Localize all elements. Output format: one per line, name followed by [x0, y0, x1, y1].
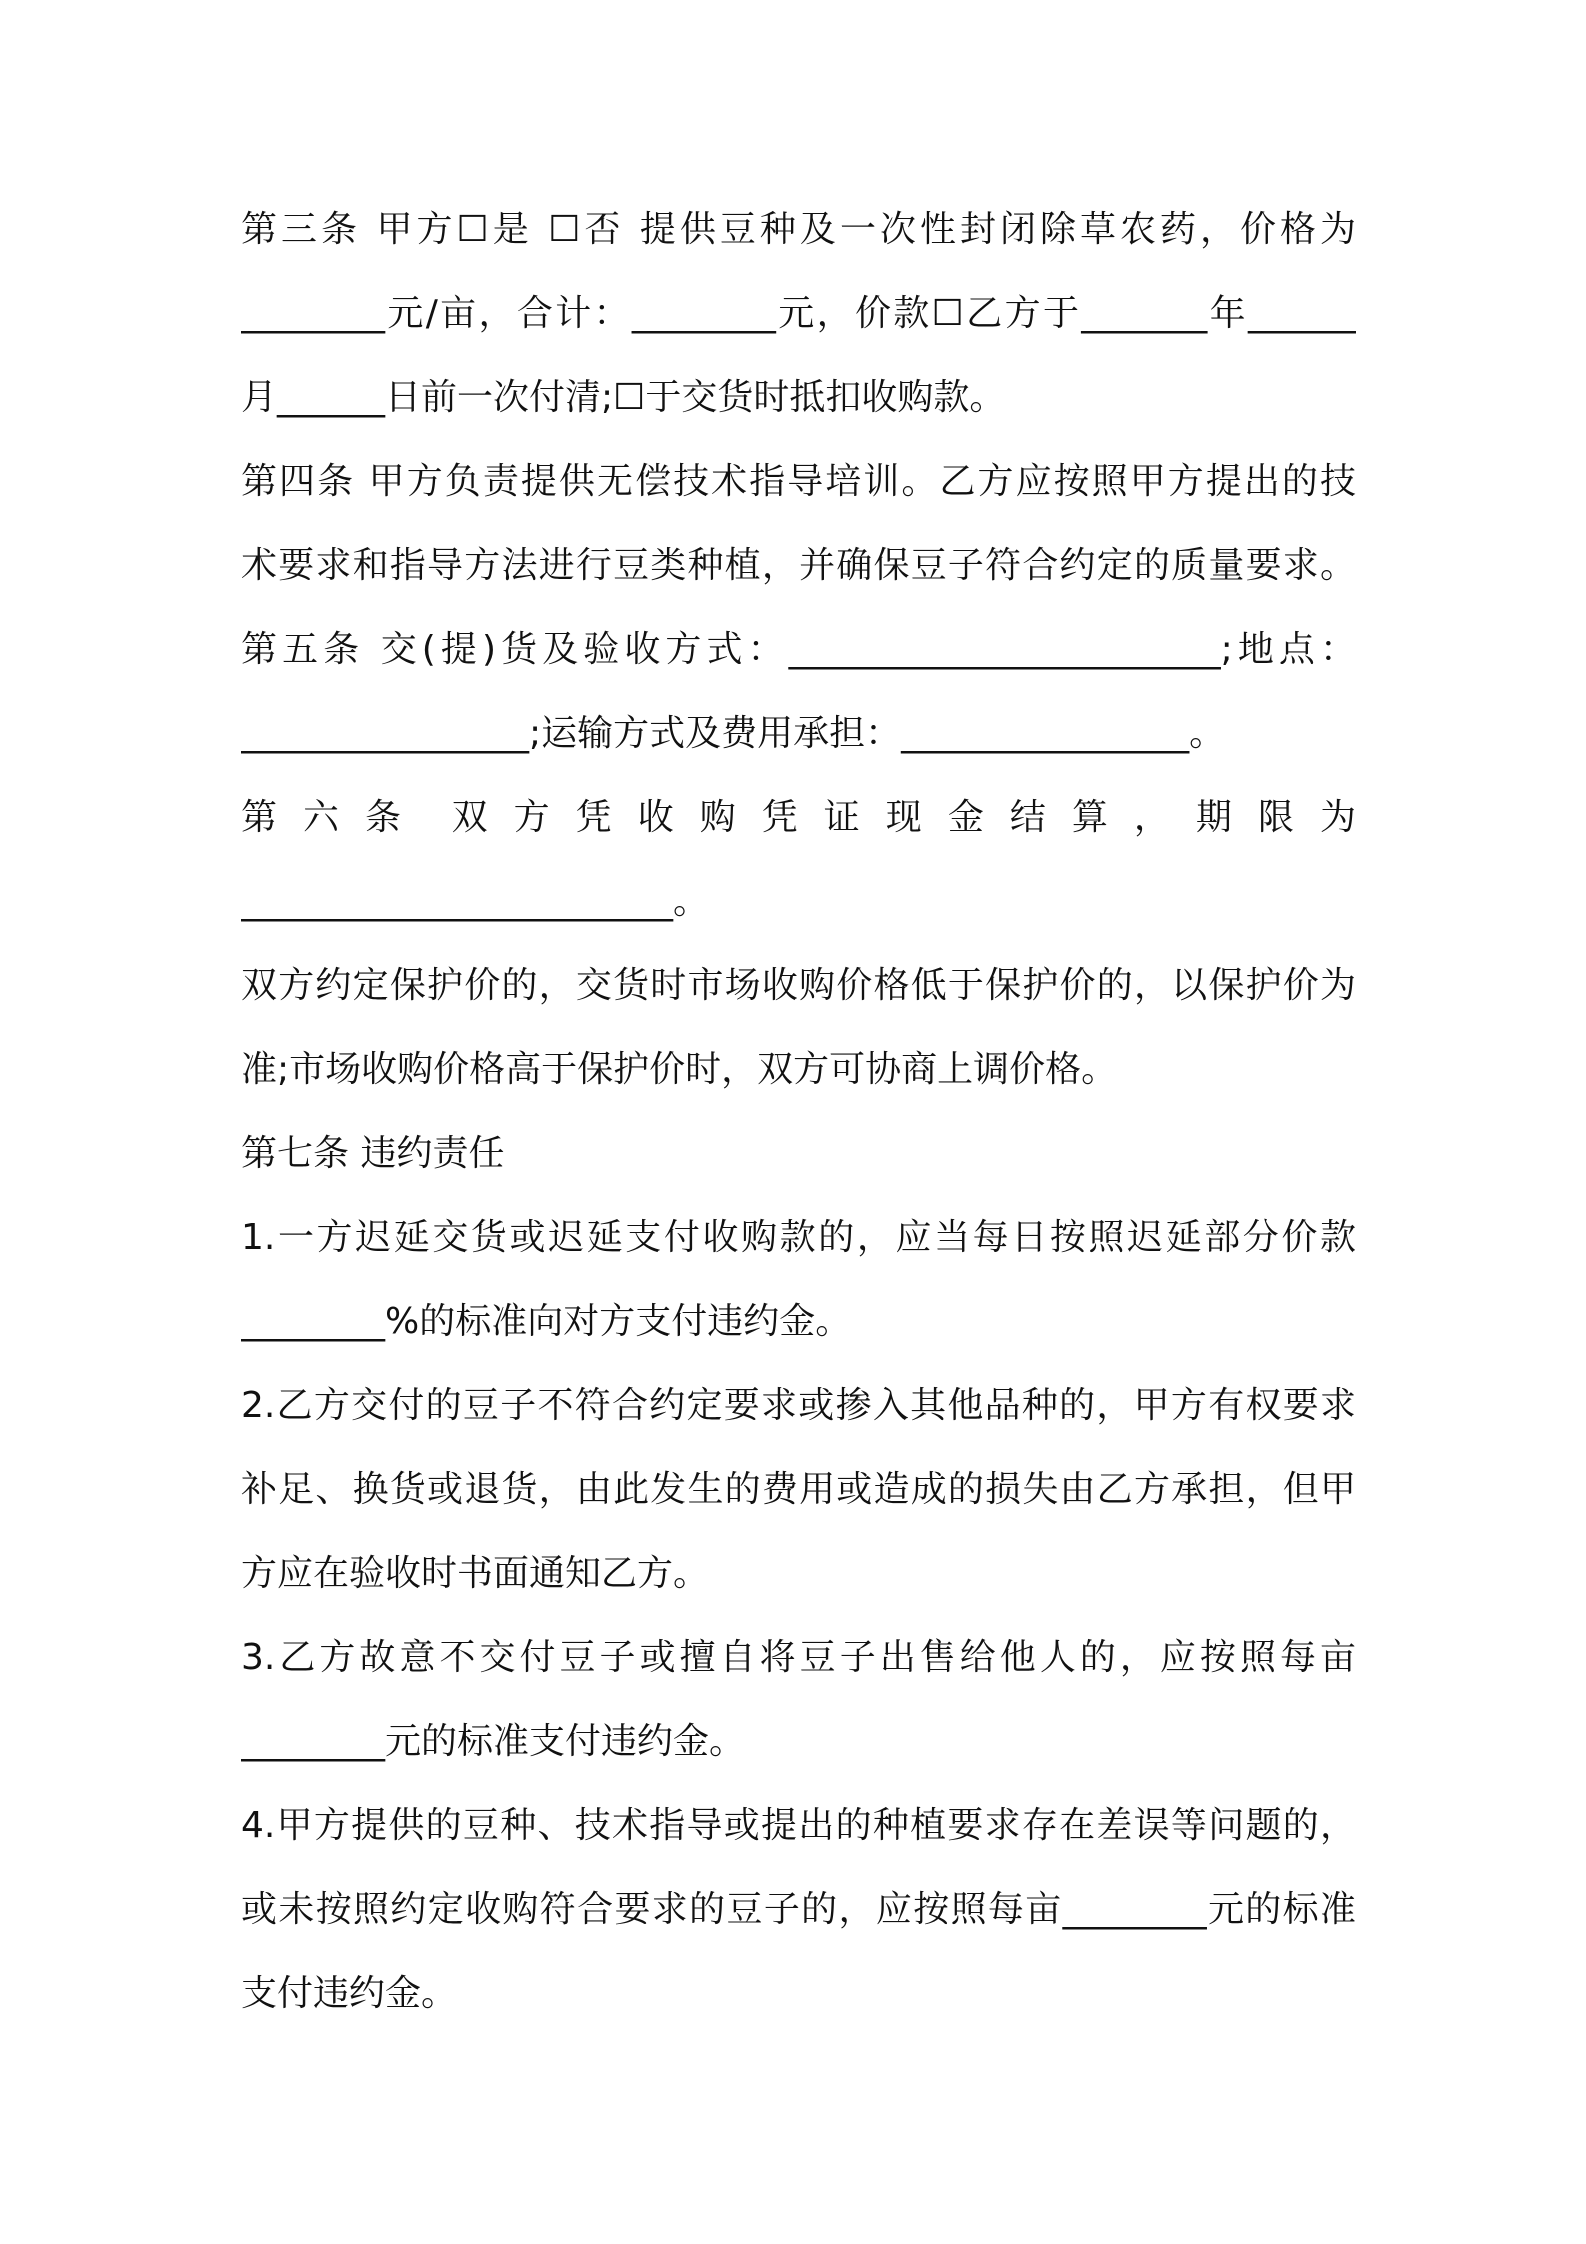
clause-2-line-3: 方应在验收时书面通知乙方。 — [241, 1553, 710, 1594]
article-4-line-2: 术要求和指导方法进行豆类种植，并确保豆子符合约定的质量要求。 — [241, 545, 1356, 586]
article-3-line-2: ________元/亩，合计：________元，价款☐乙方于_______年______ — [241, 293, 1356, 334]
article-4-line-1: 第四条 甲方负责提供无偿技术指导培训。乙方应按照甲方提出的技 — [241, 461, 1356, 502]
clause-4-line-1: 4.甲方提供的豆种、技术指导或提出的种植要求存在差误等问题的， — [241, 1805, 1356, 1846]
article-3-line-3: 月______日前一次付清;☐于交货时抵扣收购款。 — [241, 377, 1006, 418]
clause-2-line-1: 2.乙方交付的豆子不符合约定要求或掺入其他品种的，甲方有权要求 — [241, 1385, 1356, 1426]
protect-price-line-2: 准;市场收购价格高于保护价时，双方可协商上调价格。 — [241, 1049, 1118, 1090]
article-5-line-1: 第五条 交(提)货及验收方式：________________________;地点： — [241, 629, 1356, 670]
article-3-line-1: 第三条 甲方☐是 ☐否 提供豆种及一次性封闭除草农药，价格为 — [241, 209, 1356, 250]
clause-4-line-3: 支付违约金。 — [241, 1973, 458, 2014]
clause-2-line-2: 补足、换货或退货，由此发生的费用或造成的损失由乙方承担，但甲 — [241, 1469, 1356, 1510]
protect-price-line-1: 双方约定保护价的，交货时市场收购价格低于保护价的，以保护价为 — [241, 965, 1356, 1006]
clause-1-line-2: ________%的标准向对方支付违约金。 — [241, 1301, 852, 1342]
clause-1-line-1: 1.一方迟延交货或迟延支付收购款的，应当每日按照迟延部分价款 — [241, 1217, 1356, 1258]
clause-4-line-2: 或未按照约定收购符合要求的豆子的，应按照每亩________元的标准 — [241, 1889, 1356, 1930]
clause-3-line-1: 3.乙方故意不交付豆子或擅自将豆子出售给他人的，应按照每亩 — [241, 1637, 1356, 1678]
clause-3-line-2: ________元的标准支付违约金。 — [241, 1721, 746, 1762]
article-6-line-2: ________________________。 — [241, 881, 709, 922]
article-5-line-2: ________________;运输方式及费用承担：________________。 — [241, 713, 1226, 754]
article-6-line-1: 第 六 条 双 方 凭 收 购 凭 证 现 金 结 算 ， 期 限 为 — [241, 797, 1356, 838]
article-7-heading: 第七条 违约责任 — [241, 1133, 505, 1174]
